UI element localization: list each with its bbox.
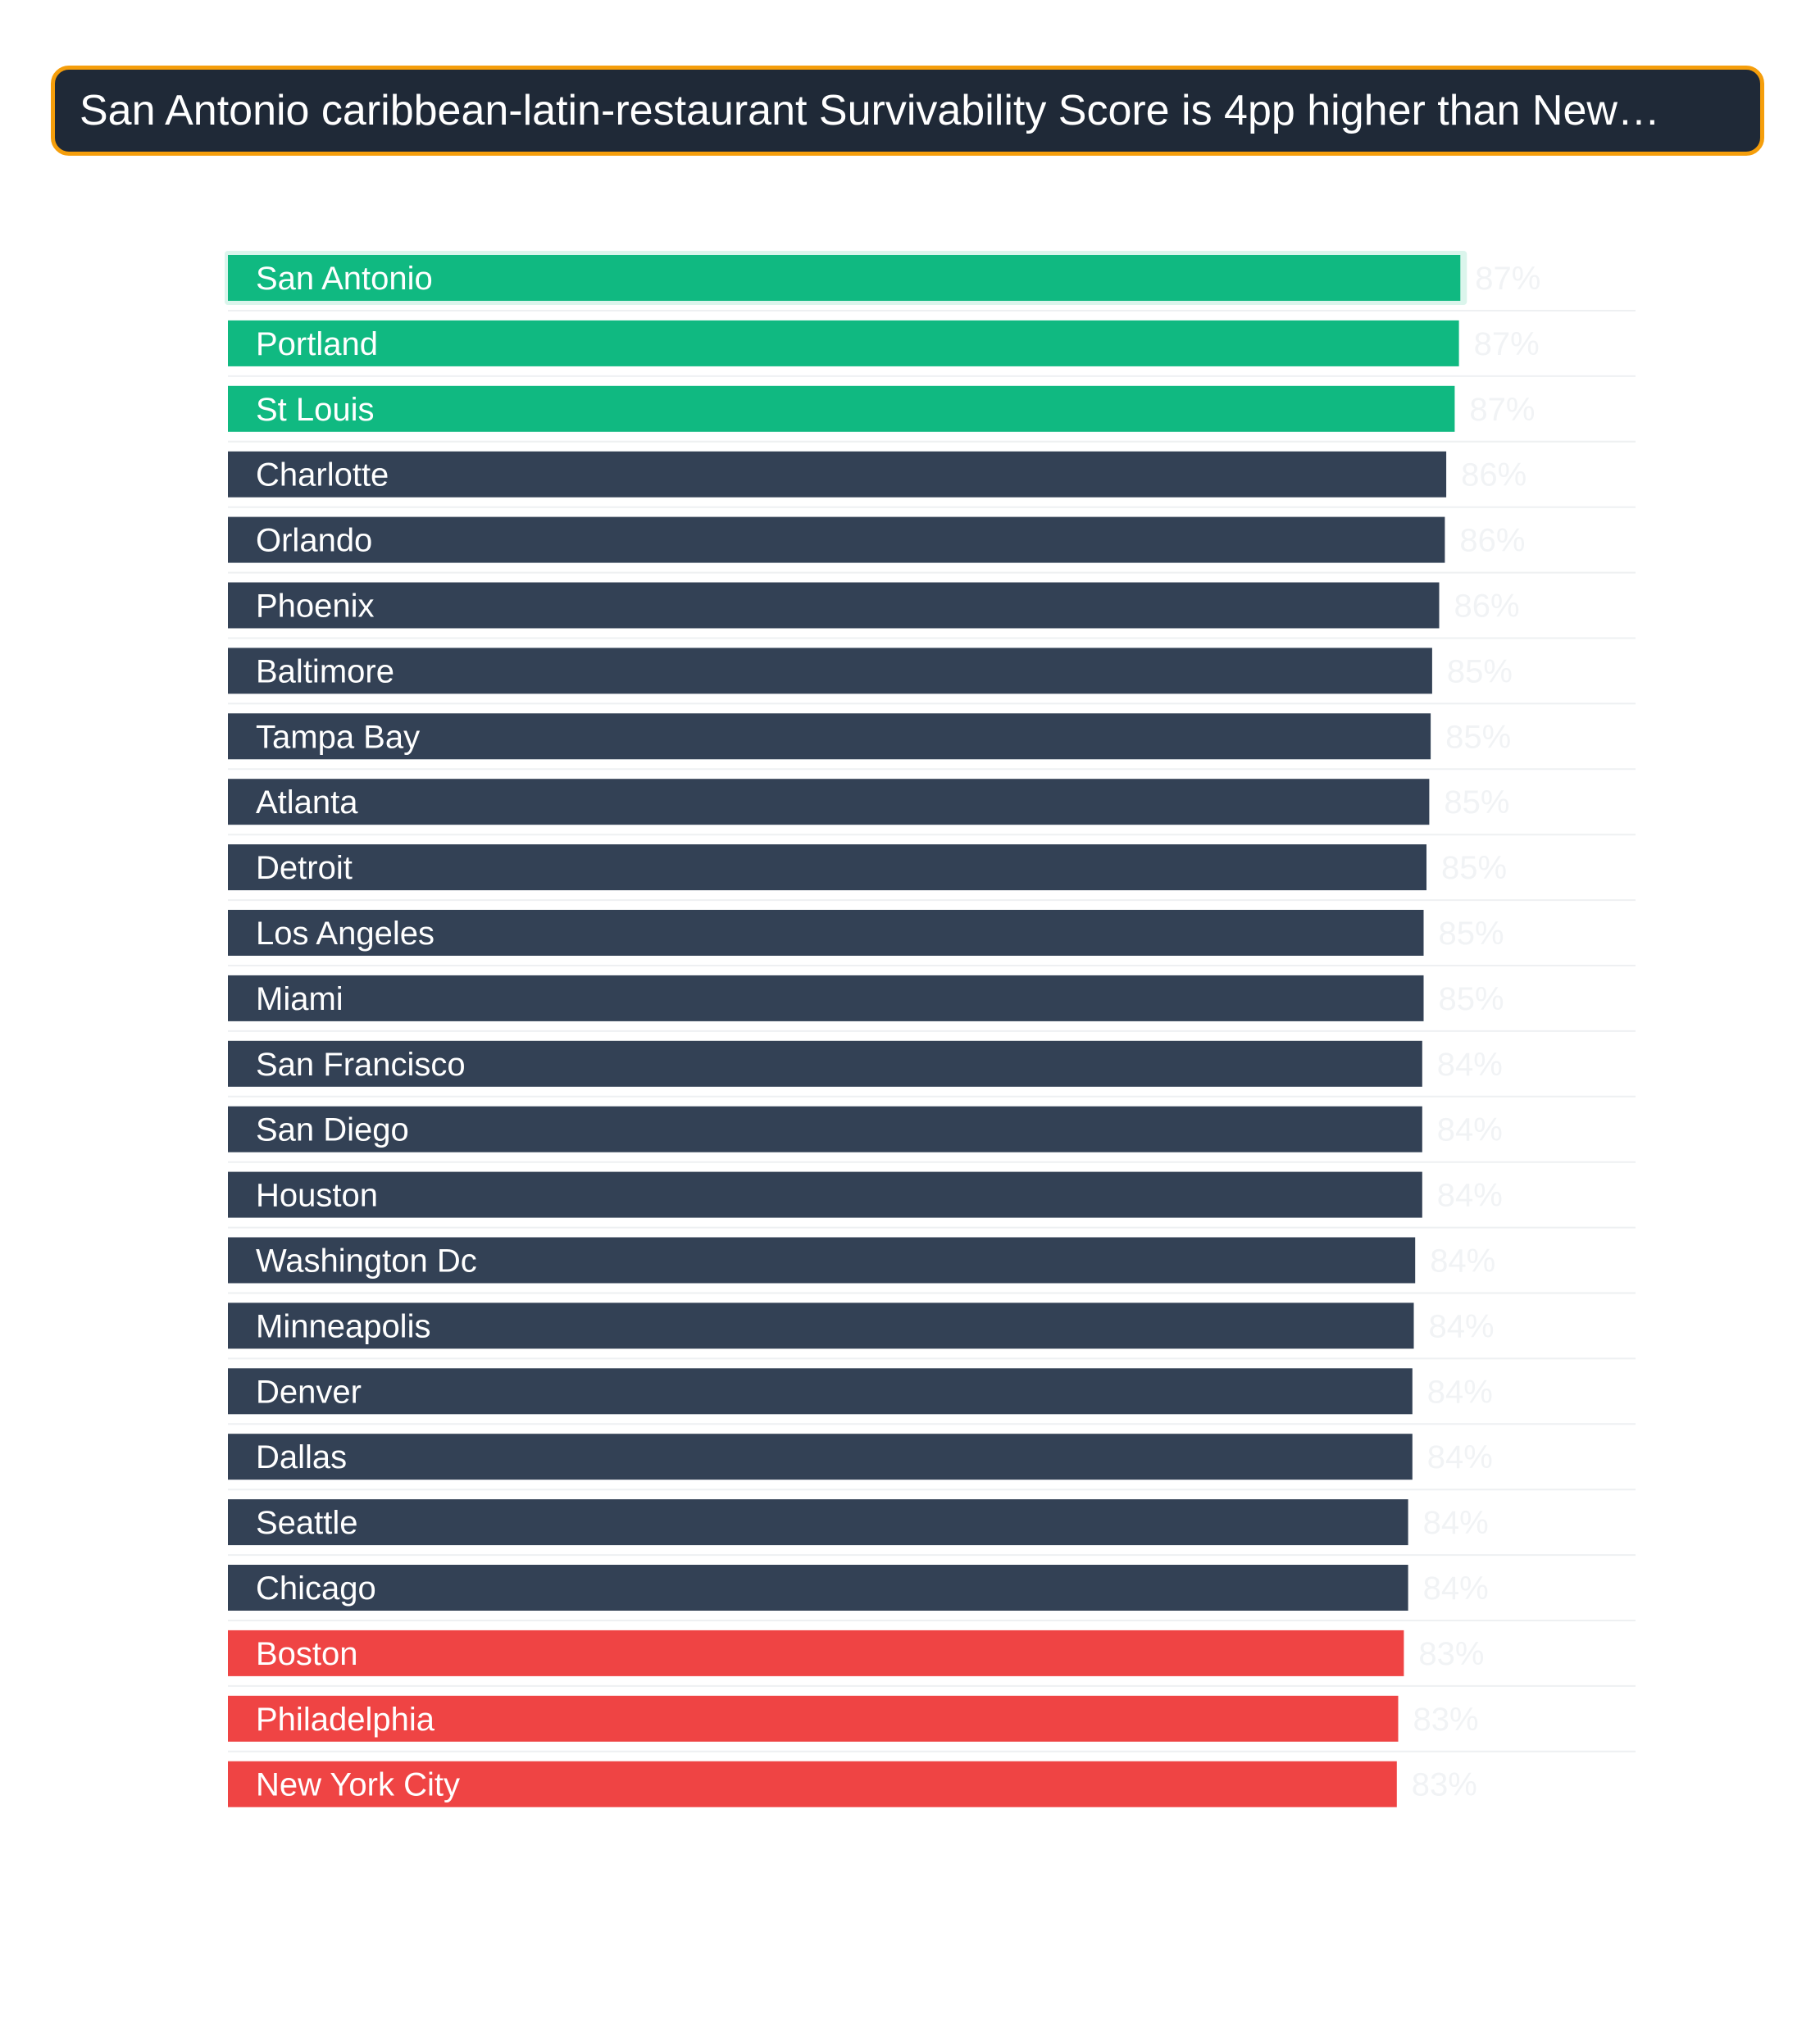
- bar-value-label: 84%: [1430, 1243, 1496, 1280]
- bar-category-label: San Diego: [256, 1111, 409, 1148]
- bar-value-label: 86%: [1454, 588, 1520, 625]
- bar-category-label: Boston: [256, 1635, 358, 1672]
- bar: [228, 1368, 1413, 1414]
- bar-category-label: Atlanta: [256, 784, 358, 821]
- bar: [228, 386, 1454, 432]
- bar-value-label: 84%: [1436, 1177, 1503, 1214]
- bar-category-label: San Antonio: [256, 261, 433, 297]
- bar-value-label: 87%: [1469, 391, 1536, 428]
- bar: [228, 320, 1459, 366]
- bar: [228, 452, 1446, 498]
- bar-category-label: San Francisco: [256, 1046, 466, 1083]
- bar-category-label: Baltimore: [256, 653, 394, 690]
- bar-value-label: 84%: [1426, 1374, 1493, 1411]
- bar-category-label: Orlando: [256, 522, 373, 559]
- bar-value-label: 85%: [1446, 653, 1513, 690]
- bar-value-label: 85%: [1438, 916, 1504, 952]
- bar-value-label: 83%: [1413, 1701, 1479, 1738]
- bar-category-label: Phoenix: [256, 588, 375, 625]
- bar-category-label: Houston: [256, 1177, 378, 1214]
- bar-value-label: 84%: [1436, 1111, 1503, 1148]
- bar-value-label: 85%: [1444, 784, 1510, 821]
- chart-title: San Antonio caribbean-latin-restaurant Survivability Score is 4pp higher than New…: [80, 87, 1660, 134]
- bar-category-label: Los Angeles: [256, 916, 435, 952]
- bar-category-label: Charlotte: [256, 457, 389, 493]
- bar-category-label: St Louis: [256, 391, 375, 428]
- bar: [228, 779, 1429, 825]
- bar: [228, 1434, 1413, 1480]
- bar-value-label: 84%: [1422, 1571, 1489, 1607]
- bar-category-label: Washington Dc: [256, 1243, 477, 1280]
- bar-value-label: 83%: [1418, 1635, 1485, 1672]
- bar: [228, 583, 1440, 629]
- bar-category-label: Miami: [256, 980, 344, 1017]
- bar: [228, 1172, 1422, 1218]
- bar: [228, 844, 1426, 890]
- bar: [228, 517, 1445, 563]
- bar-value-label: 85%: [1441, 850, 1508, 887]
- bar-value-label: 86%: [1459, 522, 1526, 559]
- bar-category-label: Denver: [256, 1374, 362, 1411]
- bar: [228, 1499, 1408, 1545]
- bar-value-label: 84%: [1436, 1046, 1503, 1083]
- bar-value-label: 87%: [1475, 261, 1541, 297]
- bar-category-label: Portland: [256, 325, 378, 362]
- bar-value-label: 87%: [1473, 325, 1540, 362]
- bar-value-label: 86%: [1461, 457, 1527, 493]
- bar-category-label: Detroit: [256, 850, 353, 887]
- bar-value-label: 84%: [1426, 1439, 1493, 1476]
- bar-category-label: Minneapolis: [256, 1308, 431, 1345]
- bar-category-label: Chicago: [256, 1571, 376, 1607]
- bar-value-label: 85%: [1438, 980, 1504, 1017]
- bar-value-label: 84%: [1428, 1308, 1495, 1345]
- bar-category-label: Seattle: [256, 1505, 358, 1542]
- bar: [228, 1565, 1408, 1611]
- bar: [228, 1630, 1404, 1676]
- bar-category-label: Philadelphia: [256, 1701, 435, 1738]
- bar-value-label: 83%: [1411, 1766, 1477, 1803]
- bar-category-label: Tampa Bay: [256, 719, 421, 756]
- bar-value-label: 85%: [1445, 719, 1512, 756]
- bar: [228, 975, 1424, 1021]
- bar-value-label: 84%: [1422, 1505, 1489, 1542]
- bar-category-label: New York City: [256, 1766, 460, 1803]
- bar-category-label: Dallas: [256, 1439, 348, 1476]
- bar: [228, 648, 1432, 693]
